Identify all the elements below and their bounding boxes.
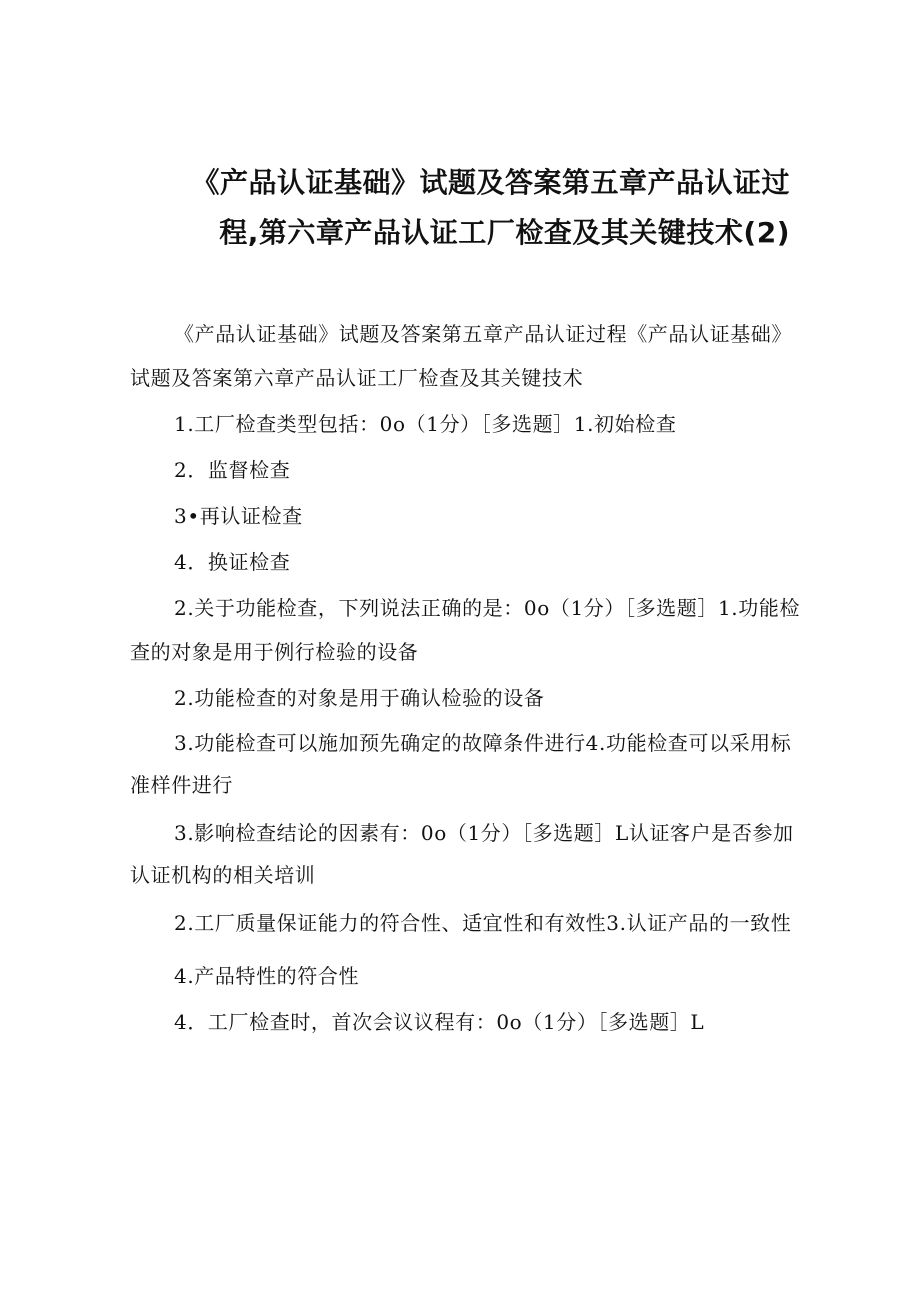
option-2-3: 2.工厂质量保证能力的符合性、适宜性和有效性3.认证产品的一致性 (174, 911, 792, 935)
document-body (130, 312, 810, 1044)
option-4: 4．换证检查 (174, 550, 291, 574)
intro-paragraph: 《产品认证基础》试题及答案第五章产品认证过程《产品认证基础》试题及答案第六章产品认证工厂检查及其关键技术 (130, 322, 792, 390)
question-4: 4．工厂检查时，首次会议议程有：0o（1分）［多选题］L (174, 1010, 705, 1034)
title-line-1: 《产品认证基础》试题及答案第五章产品认证过 (191, 166, 790, 199)
question-2: 2.关于功能检查，下列说法正确的是：0o（1分）［多选题］1.功能检查的对象是用于例行检验的设备 (130, 596, 801, 664)
option-2: 2.功能检查的对象是用于确认检验的设备 (174, 686, 545, 710)
option-2: 2．监督检查 (174, 458, 291, 482)
option-4: 4.产品特性的符合性 (174, 964, 360, 988)
option-3-4: 3.功能检查可以施加预先确定的故障条件进行4.功能检查可以采用标准样件进行 (130, 731, 792, 797)
document-title (130, 158, 790, 258)
question-1: 1.工厂检查类型包括：0o（1分）［多选题］1.初始检查 (174, 412, 677, 436)
option-3: 3•再认证检查 (174, 504, 303, 528)
question-3: 3.影响检查结论的因素有：0o（1分）［多选题］L认证客户是否参加认证机构的相关培训 (130, 821, 794, 887)
title-line-2: 程,第六章产品认证工厂检查及其关键技术(2) (219, 216, 790, 249)
